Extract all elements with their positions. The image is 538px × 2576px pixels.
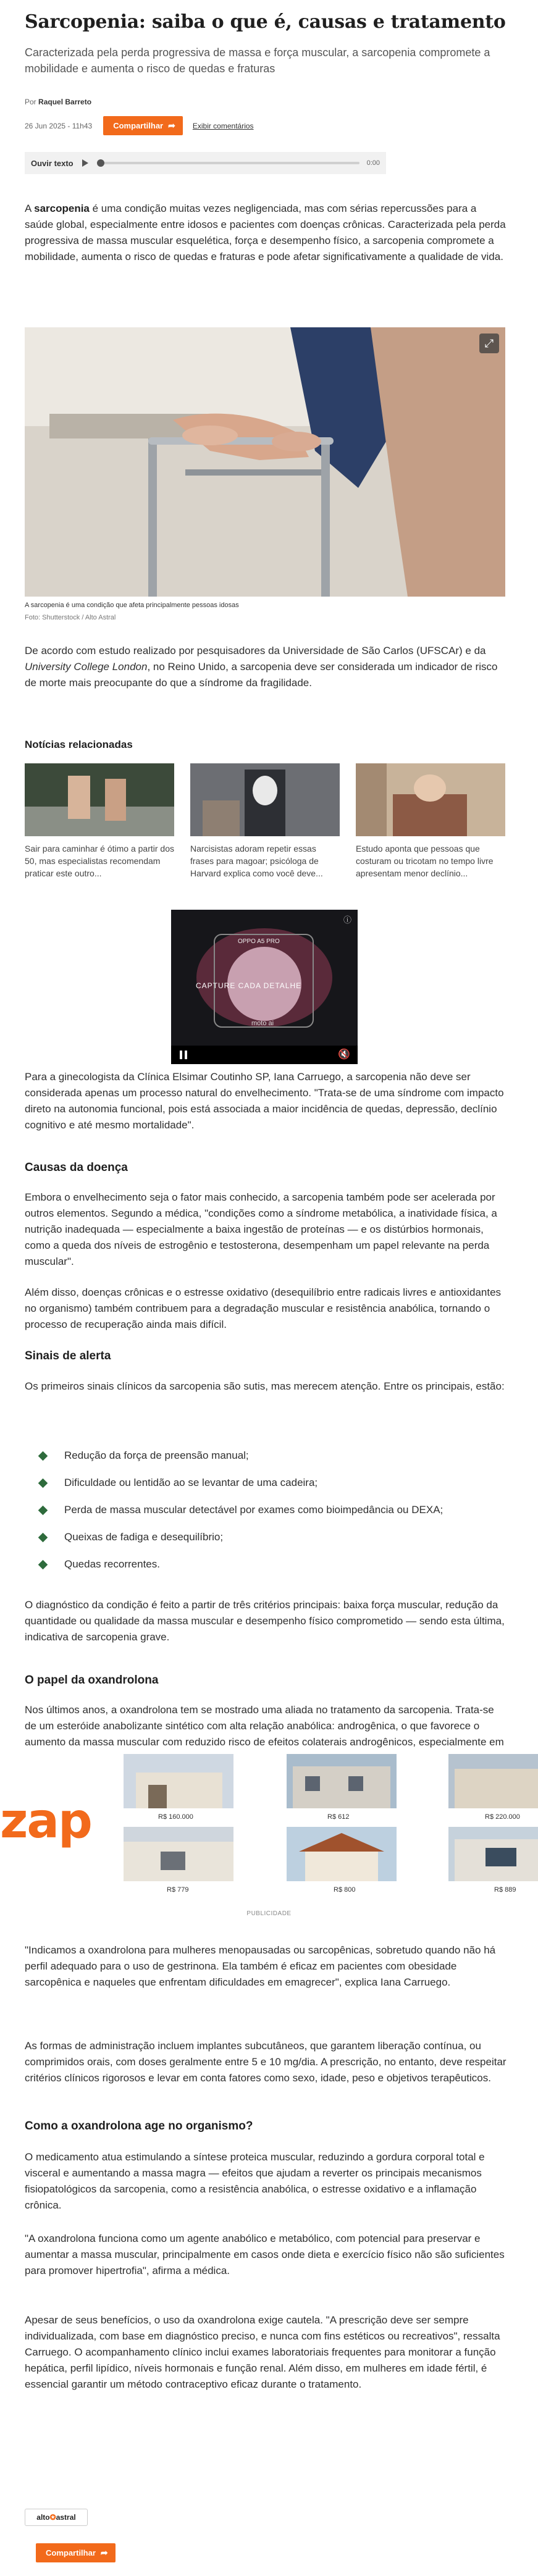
pause-icon[interactable] — [180, 1051, 187, 1059]
listing-price[interactable]: R$ 889 — [494, 1886, 516, 1894]
share-button[interactable] — [103, 116, 183, 135]
zap-logo[interactable]: zap — [0, 1794, 91, 1849]
share-button-bottom[interactable] — [36, 2543, 116, 2562]
diamond-bullet-icon — [38, 1560, 48, 1570]
hero-credit: Foto: Shutterstock / Alto Astral — [25, 614, 116, 621]
listing-price[interactable]: R$ 160.000 — [158, 1813, 193, 1821]
signs-intro: Os primeiros sinais clínicos da sarcopenia são sutis, mas merecem atenção. Entre os principais, estão: — [25, 1380, 505, 1392]
signs-list — [37, 1448, 443, 1584]
share-label: Compartilhar — [46, 2548, 96, 2557]
listing-image[interactable] — [287, 1754, 397, 1808]
quote-paragraph-1: "Indicamos a oxandrolona para mulheres menopausadas ou sarcopênicas, sobretudo quando não há perfil adequado para o uso de gestrinona. Ela também é eficaz em pacientes com obesidade sarcopênica e naqueles que enfrentam dificuldades em emagrecer", explica Iana Carruego. — [25, 1944, 496, 1988]
ad-label: PUBLICIDADE — [246, 1910, 292, 1917]
oxandrolone-paragraph: Nos últimos anos, a oxandrolona tem se mostrado uma aliada no tratamento da sarcopenia. Trata-se de um esteróide anabolizante sintético com alta relação anabólica: androgênica, o que favorece o aumento da massa muscular com reduzido risco de efeitos colaterais androgênicos, especialmente em — [25, 1704, 504, 1748]
share-arrow-icon: ➦ — [100, 2548, 108, 2557]
audio-progress-track[interactable] — [98, 162, 359, 164]
how-heading: Como a oxandrolona age no organismo? — [25, 2120, 253, 2133]
play-icon[interactable] — [82, 159, 88, 167]
listing-price[interactable]: R$ 612 — [327, 1813, 350, 1821]
list-item: Redução da força de preensão manual; — [37, 1448, 443, 1464]
expand-image-icon[interactable]: ⤢ — [479, 334, 499, 353]
how-paragraph-3: Apesar de seus benefícios, o uso da oxandrolona exige cautela. "A prescrição deve ser sempre individualizada, com base em diagnóstico preciso, e nunca com fins estéticos ou recreativos", ressalta Carruego. O acompanhamento clínico inclui exames laboratoriais frequentes para monitorar a função hepática, perfil lipídico, níveis hormonais e função renal. Além disso, em mulheres em idade fértil, é essencial garantir um método contraceptivo eficaz durante o tratamento. — [25, 2314, 500, 2390]
listing-image[interactable] — [448, 1754, 538, 1808]
related-card[interactable] — [25, 763, 174, 879]
listen-label: Ouvir texto — [31, 158, 74, 168]
video-controls — [171, 1046, 358, 1064]
listing-price[interactable]: R$ 220.000 — [485, 1813, 520, 1821]
audio-player — [25, 152, 386, 174]
causes-paragraph-2: Além disso, doenças crônicas e o estresse oxidativo (desequilíbrio entre radicais livres e antioxidantes no organismo) também contribuem para a degradação muscular e resistência anabólica, tornando o processo de recuperação ainda mais difícil. — [25, 1286, 502, 1330]
listing-image[interactable] — [448, 1827, 538, 1881]
author-line — [25, 98, 91, 106]
diamond-bullet-icon — [38, 1533, 48, 1543]
listing-image[interactable] — [287, 1827, 397, 1881]
show-comments-link[interactable]: Exibir comentários — [192, 121, 254, 130]
meta-row — [25, 116, 254, 135]
list-item: Quedas recorrentes. — [37, 1556, 443, 1572]
hero-photo-illustration — [25, 327, 505, 597]
list-item: Dificuldade ou lentidão ao se levantar de uma cadeira; — [37, 1475, 443, 1491]
hero-caption: A sarcopenia é uma condição que afeta principalmente pessoas idosas — [25, 602, 239, 609]
ad-brand: moto ai — [251, 1020, 274, 1027]
ad-headline: CAPTURE CADA DETALHE — [196, 981, 302, 990]
star-icon: ✪ — [49, 2513, 56, 2522]
hero-image — [25, 327, 505, 597]
paragraph-study: De acordo com estudo realizado por pesquisadores da Universidade de São Carlos (UFSCAr) e da University College London, no Reino Unido, a sarcopenia deve ser considerada um indicador de risco de morte mais preocupante do que a síndrome da fragilidade. — [25, 645, 498, 689]
share-arrow-icon: ➦ — [168, 120, 175, 130]
related-title[interactable]: Estudo aponta que pessoas que costuram ou tricotam no tempo livre apresentam menor declínio... — [356, 844, 494, 878]
related-heading: Notícias relacionadas — [25, 739, 133, 750]
ad-info-icon[interactable]: ⓘ — [343, 915, 351, 925]
related-card[interactable] — [190, 763, 340, 879]
author-prefix: Por — [25, 98, 36, 106]
list-item: Queixas de fadiga e desequilíbrio; — [37, 1529, 443, 1545]
video-ad[interactable] — [171, 910, 358, 1064]
oxandrolone-heading: O papel da oxandrolona — [25, 1674, 159, 1687]
audio-progress-knob[interactable] — [97, 159, 104, 167]
listing-image[interactable] — [124, 1827, 233, 1881]
share-label: Compartilhar — [113, 121, 164, 130]
diamond-bullet-icon — [38, 1479, 48, 1488]
how-paragraph-2: "A oxandrolona funciona como um agente anabólico e metabólico, com potencial para preservar e aumentar a massa muscular, principalmente em casos onde dieta e exercício físico não são suficientes para promover hipertrofia", afirma a médica. — [25, 2233, 505, 2276]
signs-outro: O diagnóstico da condição é feito a partir de três critérios principais: baixa força muscular, redução da quantidade ou qualidade da massa muscular e desempenho físico comprometido — sendo esta última, indicativa de sarcopenia grave. — [25, 1599, 505, 1643]
signs-heading: Sinais de alerta — [25, 1349, 111, 1362]
author-name[interactable]: Raquel Barreto — [38, 98, 92, 106]
related-card[interactable] — [356, 763, 505, 879]
listing-price[interactable]: R$ 779 — [167, 1886, 189, 1894]
mute-icon[interactable]: 🔇 — [338, 1049, 350, 1060]
listing-price[interactable]: R$ 800 — [334, 1886, 356, 1894]
related-thumbnail[interactable] — [190, 763, 340, 836]
list-item: Perda de massa muscular detectável por exames como bioimpedância ou DEXA; — [37, 1502, 443, 1518]
diamond-bullet-icon — [38, 1506, 48, 1516]
related-news — [25, 763, 505, 879]
related-title[interactable]: Sair para caminhar é ótimo a partir dos 50, mas especialistas recomendam praticar este outro... — [25, 844, 174, 878]
publish-date: 26 Jun 2025 - 11h43 — [25, 121, 93, 130]
ad-phone-text: OPPO A5 PRO — [238, 938, 280, 945]
diamond-bullet-icon — [38, 1451, 48, 1461]
related-thumbnail[interactable] — [25, 763, 174, 836]
audio-time: 0:00 — [366, 159, 380, 167]
article-subtitle: Caracterizada pela perda progressiva de massa e força muscular, a sarcopenia compromete a mobilidade e aumenta o risco de quedas e fraturas — [25, 46, 490, 75]
how-paragraph-1: O medicamento atua estimulando a síntese proteica muscular, reduzindo a gordura corporal total e visceral e aumentando a massa magra — efeitos que ajudam a reverter os principais mecanismos fisiopatológicos da sarcopenia, como a resistência anabólica, o estresse oxidativo e a inflamação crônica. — [25, 2151, 485, 2211]
related-thumbnail[interactable] — [356, 763, 505, 836]
listing-image[interactable] — [124, 1754, 233, 1808]
intro-paragraph: A sarcopenia é uma condição muitas vezes negligenciada, mas com sérias repercussões para a saúde global, especialmente entre idosos e pacientes com doenças crônicas. Caracterizada pela perda progressiva de massa muscular esquelética, força e desempenho físico, a sarcopenia compromete a mobilidade, aumenta o risco de quedas e fraturas e pode afetar significativamente a qualidade de vida. — [25, 203, 506, 262]
alto-astral-logo[interactable]: alto ✪ astral — [25, 2509, 88, 2526]
article-title: Sarcopenia: saiba o que é, causas e tratamento — [25, 11, 506, 33]
administration-paragraph: As formas de administração incluem implantes subcutâneos, que garantem liberação contínua, ou comprimidos orais, com doses geralmente entre 5 e 10 mg/dia. A prescrição, no entanto, deve respeitar critérios clínicos rigorosos e levar em conta fatores como sexo, idade, peso e objetivos terapêuticos. — [25, 2040, 506, 2084]
causes-heading: Causas da doença — [25, 1161, 128, 1174]
paragraph-gynecologist: Para a ginecologista da Clínica Elsimar Coutinho SP, Iana Carruego, a sarcopenia não deve ser considerada apenas um processo natural do envelhecimento. "Trata-se de uma síndrome com impacto direto na autonomia funcional, pois está associada a maior incidência de quedas, depressão, declínio cognitivo e até mesmo mortalidade". — [25, 1071, 504, 1131]
real-estate-ad[interactable] — [0, 1754, 538, 1905]
related-title[interactable]: Narcisistas adoram repetir essas frases para magoar; psicóloga de Harvard explica como você deve... — [190, 844, 323, 878]
causes-paragraph-1: Embora o envelhecimento seja o fator mais conhecido, a sarcopenia também pode ser acelerada por outros elementos. Segundo a médica, "condições como a síndrome metabólica, a inatividade física, a nutrição inadequada — especialmente a baixa ingestão de proteínas — e os distúrbios hormonais, como a queda dos níveis de estrogênio e testosterona, desempenham um papel relevante na perda muscular". — [25, 1191, 497, 1267]
